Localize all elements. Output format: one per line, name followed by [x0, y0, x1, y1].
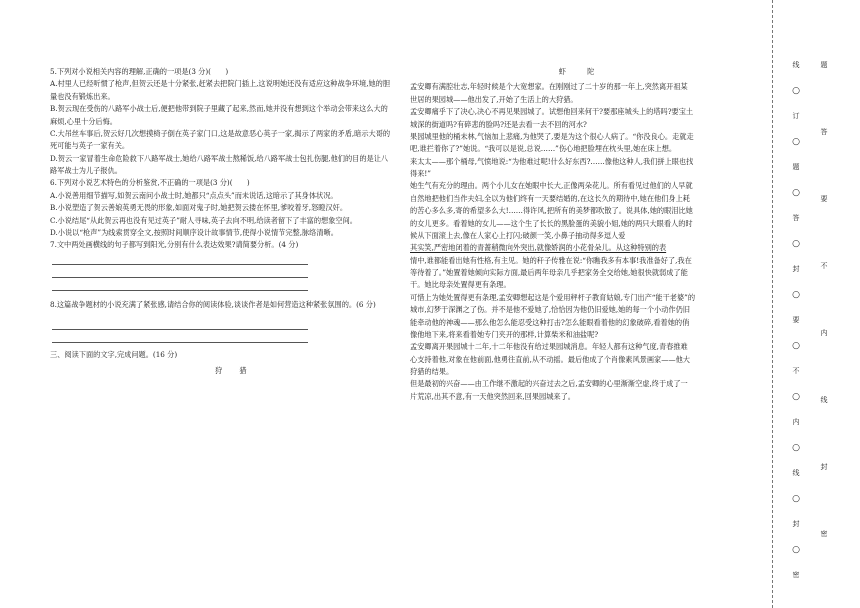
binding-circle: ○ — [792, 544, 800, 555]
passage-line: 吧,谁拦着你了?”她说。“我可以是说,总说……”伤心地把脸埋在枕头里,她在床上想。 — [410, 144, 677, 154]
binding-char: 线 — [792, 469, 800, 477]
passage-line: 心支持着他,对象在他前面,他勇往直前,从不动摇。最后他成了个肖像素风景画家——他大 — [410, 354, 690, 364]
binding-circle: ○ — [792, 391, 800, 402]
binding-char: 密 — [820, 530, 828, 538]
binding-circle: ○ — [792, 238, 800, 249]
passage-title: 虾 陀 — [558, 67, 602, 76]
q7-answer-line[interactable] — [52, 278, 308, 291]
passage-line: 片荒凉,出其不意,有一天他突然回来,回果园城来了。 — [410, 391, 575, 401]
binding-char: 线 — [820, 396, 828, 404]
q7-answer-line[interactable] — [52, 265, 308, 278]
q7-answer-line[interactable] — [52, 252, 308, 265]
binding-circle: ○ — [792, 493, 800, 504]
passage-line: 可惜上为她处置得更有条理,孟安卿想起这是个爱用秤杆子教育姑娘,专门出产“能干老婆”的 — [410, 292, 696, 302]
q6-option-b: B.小说塑造了贺云善娘英勇无畏的形象,如面对鬼子时,她把贺云搂在怀里,爹咬着牙,怒瞪汉奸。 — [50, 203, 348, 213]
passage-line: 孟安卿痛乎下了决心,决心不再见果园城了。试想他回来何干?要那座城头上的塔吗?要宝土 — [410, 107, 694, 117]
passage-line: 但是最初的兴奋——由工作继不激起的兴奋过去之后,孟安卿的心里渐渐空虚,终于成了一 — [410, 379, 688, 389]
q5-option-b: B.贺云现在受伤的八路军小战士后,便把他带到院子里藏了起来,然而,她并没有想到这个举动会带来这么大的麻烦,心里十分后悔。 — [50, 104, 388, 126]
passage-line: 孟安卿离开果园城十二年,十二年他没有给过果园城消息。年轻人都有这种气度,青春推难 — [410, 342, 688, 352]
binding-circle: ○ — [792, 85, 800, 96]
left-column — [50, 66, 394, 378]
q7-stem: 7.文中两处画横线的句子都写到阳光,分别有什么表达效果?请简要分析。(4 分) — [50, 240, 299, 250]
binding-char: 不 — [820, 262, 828, 270]
q6-stem: 6.下列对小说艺术特色的分析鉴赏,不正确的一项是(3 分)( ) — [50, 178, 250, 188]
passage-line: 的苦心多么多,寄的希望多么大!……得许风,把所有的美梦都吹散了。说具体,她的眼泪比她 — [410, 206, 693, 216]
passage-line: 她生气有充分的理由。两个小儿女在她眼中长大,正像两朵花儿。所有看见过他们的人早就 — [410, 181, 693, 191]
q5-option-a: A.村里人已经听惯了枪声,但贺云还是十分紧张,赶紧去把院门插上,这说明她还没有适应这种战争环境,她的胆量也没有锻炼出来。 — [50, 79, 391, 101]
q6-option-a: A.小说善用细节描写,如贺云南问小战士时,她都只“点点头”而未说话,这暗示了其身体状况。 — [50, 190, 338, 200]
binding-char: 内 — [820, 329, 828, 337]
binding-char: 答 — [820, 128, 828, 136]
passage-line: 等待着了。”她置着她倾向实际方面,最后两年母亲几乎把家务全交给她,她很快就弱成了能 — [410, 268, 688, 277]
passage-body — [410, 81, 750, 403]
binding-margin-inner — [788, 52, 804, 592]
passage-line: 干。她比母亲处置得更有条理。 — [410, 280, 511, 290]
right-column — [410, 66, 750, 403]
binding-margin-outer — [816, 52, 832, 592]
binding-char: 封 — [820, 463, 828, 471]
binding-char: 封 — [792, 265, 800, 273]
passage-line: 候从下面滚上去,像在人家心上打闪;破颜一笑,小鼻子抽动得多逗人爱 — [410, 230, 626, 240]
section-3-title: 狩 猎 — [215, 366, 252, 376]
passage-line: 果园城里他的桶未林,气恼加上悲痛,为他哭了,要是为这个很心人病了。“你没良心。走就走 — [410, 131, 694, 141]
binding-circle: ○ — [792, 136, 800, 147]
binding-char: 内 — [792, 418, 800, 426]
q6-option-d: D.小说以“枪声”为线索贯穿全文,按照时间顺序设计故事情节,使得小说情节完整,脉络清晰。 — [50, 227, 338, 237]
binding-char: 要 — [792, 316, 800, 324]
q5-stem: 5.下列对小说相关内容的理解,正确的一项是(3 分)( ) — [50, 67, 229, 76]
q5-option-c: C.大吊丝车事后,贺云好几次想摸椅子倒在英子家门口,这是故意恶心英子一家,揭示了两家的矛盾,暗示大哥的死可能与英子一家有关。 — [50, 128, 391, 151]
binding-char: 订 — [792, 112, 800, 120]
passage-line: 的女儿更多。看着她的女儿——这个生了长长的黑脸蛋的美貌小姐,她的两只大眼看人的时 — [410, 218, 693, 228]
passage-line: 狩猎的结果。 — [410, 367, 454, 376]
binding-char: 线 — [792, 61, 800, 69]
q8-answer-line[interactable] — [52, 317, 308, 330]
q8-stem: 8.这篇战争题材的小说充满了紧张感,请结合你的阅读体验,谈谈作者是如何营造这种紧张氛围的。(6 分) — [50, 299, 376, 309]
passage-line: 其实笑,严密地闭着的青蔷稍微向外突出,就像娇润的小花骨朵儿。从这种特别的表 — [410, 243, 667, 253]
passage-line: 城市,幻梦于深渊之了伤。并不是他不爱她了,恰恰因为他仍旧爱她,她的每一个小动作仍旧 — [410, 305, 690, 315]
q6-option-c: C.小说结尾“从此贺云再也没有见过英子”耐人寻味,英子去向不明,给读者留下了丰富的想象空间。 — [50, 215, 357, 225]
passage-line: 城深的街道吗?有碎悲的脸吗?还是去看一去不回的河水? — [410, 119, 587, 129]
binding-dashed-line — [772, 0, 773, 608]
binding-char: 题 — [820, 61, 828, 69]
binding-char: 密 — [792, 571, 800, 579]
passage-line: 像他地下来,将来看着她专门夹开的那样,计算柴米和油盐呢? — [410, 329, 599, 339]
passage-line: 得来!” — [410, 169, 431, 178]
binding-circle: ○ — [792, 340, 800, 351]
section-3-heading: 三、阅读下面的文字,完成问题。(16 分) — [50, 350, 178, 359]
passage-line: 自然地把他们当作夫妇,全以为他们终有一天要结婚的,在这长久的期待中,她在他们身上耗 — [410, 193, 690, 203]
binding-char: 题 — [792, 163, 800, 171]
passage-line: 孟安卿有满腔壮志,年轻时候是个大宽想家。在刚刚过了二十岁的那一年上,突然离开祖某 — [410, 82, 688, 92]
binding-circle: ○ — [792, 187, 800, 198]
binding-char: 不 — [792, 367, 800, 375]
binding-char: 答 — [792, 214, 800, 222]
binding-circle: ○ — [792, 289, 800, 300]
passage-line: 来太太——那个桶母,气愤地说:“为他难过呢!什么好东西?……像他这种人,我们拼上眼也找 — [410, 156, 694, 166]
binding-char: 封 — [792, 520, 800, 528]
q8-answer-line[interactable] — [52, 330, 308, 343]
passage-line: 情中,谁都能看出她有性格,有主见。她的秆子传雅在说:“你瞧我多有本事!我准备好了,我在 — [410, 255, 692, 265]
binding-circle: ○ — [792, 442, 800, 453]
passage-line: 世居的果园城——他出发了,开始了生活上的大狩猎。 — [410, 94, 578, 104]
passage-line: 能牵动他的神魂——那么他怎么能忍受这种打击?怎么能眼看着他的幻象破碎,看着她的俏 — [410, 317, 690, 327]
q5-option-d: D.贺云一家冒着生命危险救下八路军战士,她给八路军战士熬稀饭,给八路军战士包扎伤腿,他们的目的是让八路军战士为儿子报仇。 — [50, 153, 389, 175]
binding-char: 要 — [820, 195, 828, 203]
